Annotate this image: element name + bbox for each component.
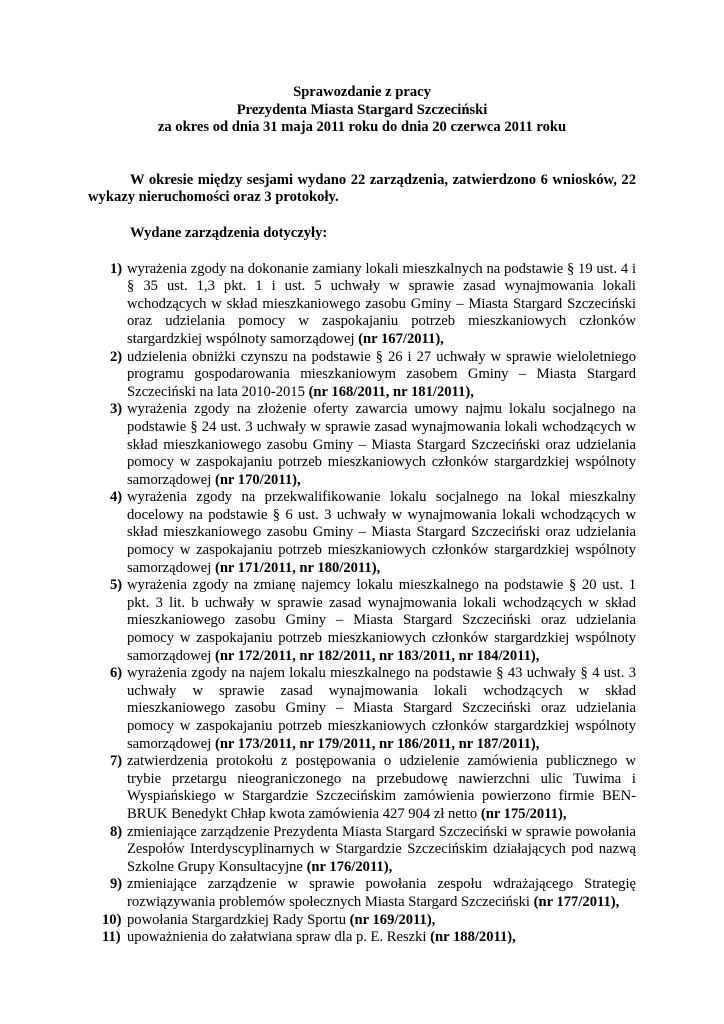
list-item-text: zmieniające zarządzenie Prezydenta Miasta Stargard Szczeciński w sprawie powołania Zespołów Interdyscyplinarnych w Stargardzie Szczecińskim działających pod nazwą Szkolne Grupy Konsultacyjne <box>127 823 636 875</box>
list-item-reference: (nr 188/2011), <box>430 929 516 946</box>
list-item-text: wyrażenia zgody na najem lokalu mieszkalnego na podstawie § 43 uchwały § 4 ust. 3 uchwały w sprawie zasad wynajmowania lokali wchodzących w skład mieszkaniowego zasobu Gminy – Miasta Stargard Szczeciński oraz udzielania pomocy w zaspokajaniu potrzeb mieszkaniowych członków stargardzkiej wspólnoty samorządowej <box>127 665 636 752</box>
list-item-number: 7) <box>110 753 123 770</box>
header-period: za okres od dnia 31 maja 2011 roku do dnia 20 czerwca 2011 roku <box>157 119 567 136</box>
list-item-number: 5) <box>110 577 123 594</box>
list-item-text: wyrażenia zgody na przekwalifikowanie lokalu socjalnego na lokal mieszkalny docelowy na podstawie § 6 ust. 3 uchwały w wynajmowania lokali wchodzących w skład mieszkaniowego zasobu Gminy – Miasta Stargard Szczeciński oraz udzielania pomocy w zaspokajaniu potrzeb mieszkaniowych członków stargardzkiej wspólnoty samorządowej <box>127 489 636 576</box>
list-item-text: wyrażenia zgody na dokonanie zamiany lokali mieszkalnych na podstawie § 19 ust. 4 i § 35 ust. 1,3 pkt. 1 i ust. 5 uchwały w sprawie zasad wynajmowania lokali wchodzących w skład mieszkaniowego zasobu Gminy – Miasta Stargard Szczeciński oraz udzielania pomocy w zaspokajaniu potrzeb mieszkaniowych członków stargardzkiej wspólnoty samorządowej <box>127 260 636 347</box>
list-item-number: 10) <box>102 911 122 928</box>
list-item <box>88 876 636 911</box>
list-item-number: 6) <box>110 665 123 682</box>
list-item-number: 11) <box>102 929 121 946</box>
list-item <box>88 665 636 753</box>
list-item <box>88 489 636 577</box>
list-item <box>88 929 636 947</box>
document-header <box>88 84 636 137</box>
list-item-reference: (nr 171/2011, nr 180/2011), <box>214 559 381 576</box>
list-item-reference: (nr 168/2011, nr 181/2011), <box>308 383 474 400</box>
list-item-text: powołania Stargardzkiej Rady Sportu <box>127 911 346 928</box>
list-item-reference: (nr 173/2011, nr 179/2011, nr 186/2011, nr 187/2011), <box>214 735 540 752</box>
list-item-number: 4) <box>110 489 123 506</box>
list-item-reference: (nr 175/2011), <box>480 805 567 822</box>
list-item-number: 8) <box>110 823 123 840</box>
section-heading: Wydane zarządzenia dotyczyły: <box>130 224 328 241</box>
list-item <box>88 824 636 877</box>
list-item-text: udzielenia obniżki czynszu na podstawie § 26 i 27 uchwały w sprawie wieloletniego programu gospodarowania mieszkaniowym zasobem Gminy – Miasta Stargard Szczeciński na lata 2010-2015 <box>127 348 636 400</box>
header-subtitle: Prezydenta Miasta Stargard Szczeciński <box>236 101 488 118</box>
list-item-reference: (nr 170/2011), <box>214 471 301 488</box>
list-item <box>88 401 636 489</box>
list-item-text: wyrażenia zgody na złożenie oferty zawarcia umowy najmu lokalu socjalnego na podstawie § 24 ust. 3 uchwały w sprawie zasad wynajmowania lokali wchodzących w skład mieszkaniowego zasobu Gminy – Miasta Stargard Szczeciński oraz udzielania pomocy w zaspokajaniu potrzeb mieszkaniowych członków stargardzkiej wspólnoty samorządowej <box>127 401 636 488</box>
intro-paragraph: W okresie między sesjami wydano 22 zarządzenia, zatwierdzono 6 wniosków, 22 wykazy nieruchomości oraz 3 protokoły. <box>88 171 636 206</box>
list-item-text: zmieniające zarządzenie w sprawie powołania zespołu wdrażającego Strategię rozwiązywania problemów społecznych Miasta Stargard Szczeciński <box>127 876 636 910</box>
list-item <box>88 753 636 823</box>
list-item-text: wyrażenia zgody na zmianę najemcy lokalu mieszkalnego na podstawie § 20 ust. 1 pkt. 3 lit. b uchwały w sprawie zasad wynajmowania lokali wchodzących w skład mieszkaniowego zasobu Gminy – Miasta Stargard Szczeciński oraz udzielania pomocy w zaspokajaniu potrzeb mieszkaniowych członków stargardzkiej wspólnoty samorządowej <box>127 577 636 664</box>
header-title: Sprawozdanie z pracy <box>293 84 431 100</box>
list-item-text: zatwierdzenia protokołu z postępowania o udzielenie zamówienia publicznego w trybie przetargu nieograniczonego na przebudowę nawierzchni ulic Tuwima i Wyspiańskiego w Stargardzie Szczecińskim zamówienia powierzono firmie BEN-BRUK Benedykt Chłap kwota zamówienia 427 904 zł netto <box>127 753 636 822</box>
list-item <box>88 261 636 349</box>
list-item-number: 3) <box>110 401 123 418</box>
list-item-reference: (nr 167/2011), <box>358 330 444 347</box>
list-item <box>88 349 636 402</box>
list-item-reference: (nr 169/2011), <box>349 911 436 928</box>
list-item-number: 2) <box>110 348 123 365</box>
list-item-number: 1) <box>110 260 123 277</box>
ordinance-list <box>88 261 636 947</box>
list-item-reference: (nr 172/2011, nr 182/2011, nr 183/2011, nr 184/2011), <box>214 647 540 664</box>
list-item-reference: (nr 176/2011), <box>306 858 393 875</box>
list-item-reference: (nr 177/2011), <box>533 893 620 910</box>
list-item-text: upoważnienia do załatwiana spraw dla p. E. Reszki <box>127 929 427 946</box>
list-item-number: 9) <box>110 876 123 893</box>
list-item <box>88 912 636 930</box>
list-item <box>88 577 636 665</box>
